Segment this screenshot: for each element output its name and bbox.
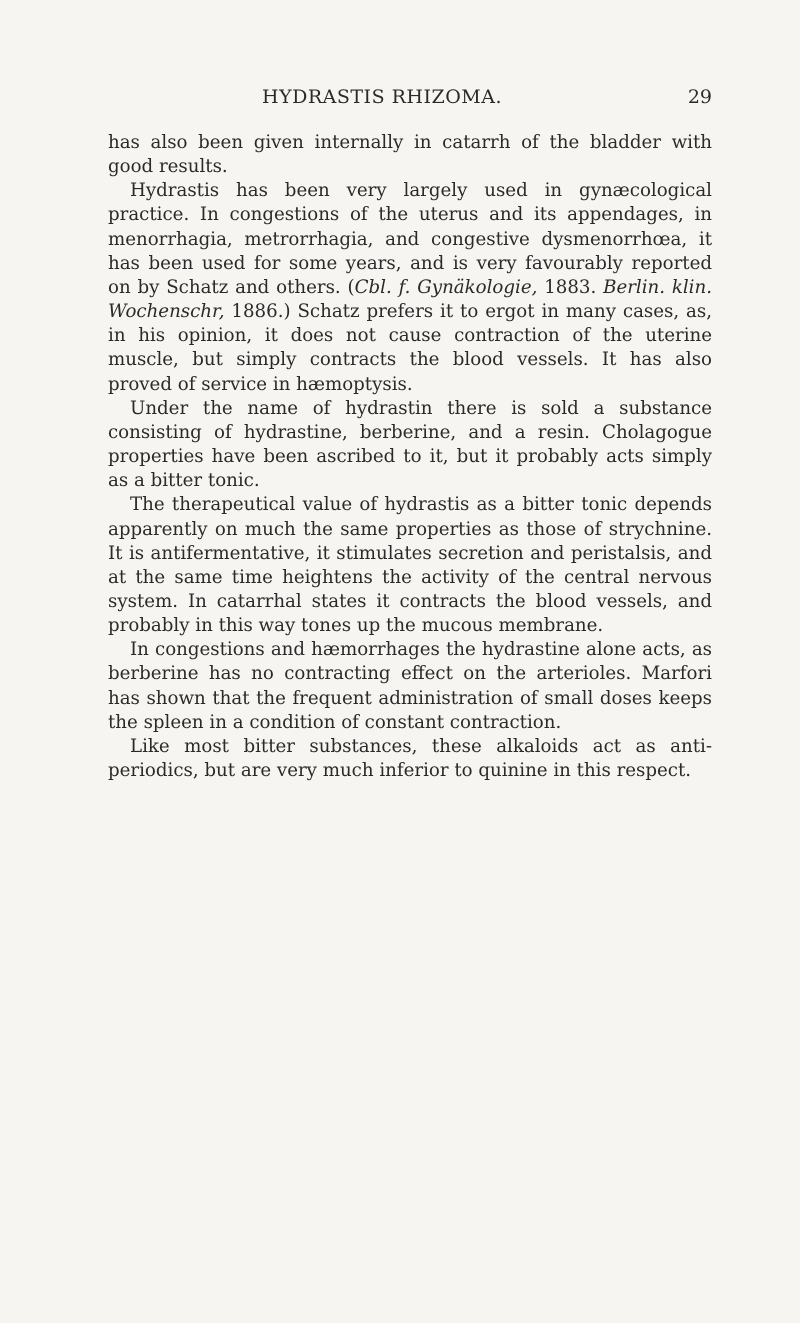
paragraph-therapeutical-value: The therapeutical value of hydrastis as a bitter tonic depends apparently on much the same properties as those of strychnine. It is antifermentative, it stimulates secretion and peristalsis, and at the same time heightens the activity of the central nervous system. In catarrhal states it contracts the blood vessels, and probably in this way tones up the mucous membrane.: [108, 494, 712, 637]
page-number: 29: [687, 86, 712, 108]
paragraph-gynaecological-practice: [108, 179, 712, 396]
paragraph-hydrastin: Under the name of hydrastin there is sold a substance consisting of hydrastine, berberine, and a resin. Cholagogue properties have been ascribed to it, but it probably acts simply as a bitter tonic.: [108, 397, 712, 492]
paragraph-text: Hydrastis has been very largely used in gynæcological practice. In congestions of the uterus and its appendages, in menorrhagia, metrorrhagia, and congestive dysmenorrhœa, it has been used for some years, and is very favourably reported on by Schatz and others. (: [108, 180, 712, 298]
body-text: [108, 131, 712, 783]
journal-citation: Berlin. klin. Wochenschr,: [108, 276, 712, 323]
paragraph-congestions: In congestions and hæmorrhages the hydrastine alone acts, as berberine has no contracting effect on the arterioles. Marfori has shown that the frequent administration of small doses keeps the spleen in a condition of constant contraction.: [108, 639, 712, 733]
journal-citation: Cbl. f. Gynäkologie,: [354, 276, 538, 298]
running-title: HYDRASTIS RHIZOMA.: [262, 86, 502, 108]
citation-year: 1883.: [537, 276, 604, 298]
paragraph-bladder: has also been given internally in catarrh of the bladder with good results.: [108, 132, 712, 178]
paragraph-text: 1886.) Schatz prefers it to ergot in many cases, as, in his opinion, it does not cause contraction of the uterine muscle, but simply contracts the blood vessels. It has also proved of service in hæmoptysis.: [108, 301, 712, 395]
paragraph-antiperiodics: Like most bitter substances, these alkaloids act as anti-periodics, but are very much inferior to quinine in this respect.: [108, 735, 712, 782]
running-head: [262, 86, 712, 110]
